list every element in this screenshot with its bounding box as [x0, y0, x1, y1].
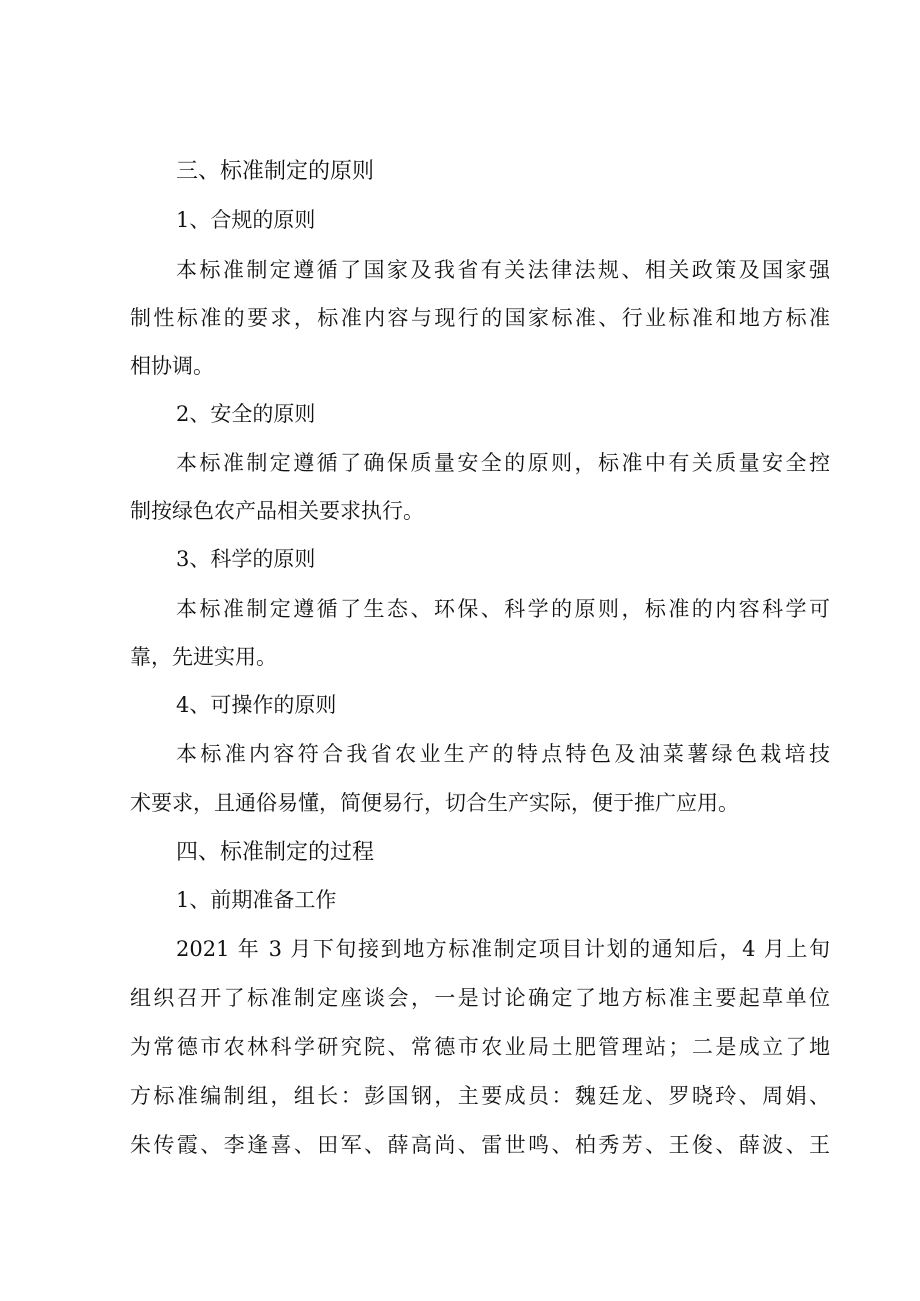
paragraph-line: 方标准编制组，组长：彭国钢，主要成员：魏廷龙、罗晓玲、周娟、 — [130, 1084, 830, 1108]
paragraph-line: 本标准内容符合我省农业生产的特点特色及油菜薯绿色栽培技 — [176, 742, 830, 766]
paragraph-line: 为常德市农林科学研究院、常德市农业局土肥管理站；二是成立了地 — [130, 1035, 830, 1059]
paragraph-line: 本标准制定遵循了生态、环保、科学的原则，标准的内容科学可 — [176, 597, 830, 621]
paragraph-line: 术要求，且通俗易懂，简便易行，切合生产实际，便于推广应用。 — [130, 791, 739, 815]
subheading-preparation: 1、前期准备工作 — [176, 888, 337, 912]
paragraph-line: 制性标准的要求，标准内容与现行的国家标准、行业标准和地方标准 — [130, 306, 830, 330]
paragraph-line: 本标准制定遵循了国家及我省有关法律法规、相关政策及国家强 — [176, 258, 830, 282]
paragraph-line: 组织召开了标准制定座谈会，一是讨论确定了地方标准主要起草单位 — [130, 986, 830, 1010]
subheading-science: 3、科学的原则 — [176, 547, 316, 571]
subheading-operability: 4、可操作的原则 — [176, 693, 337, 717]
subheading-compliance: 1、合规的原则 — [176, 208, 316, 232]
section-heading-4: 四、标准制定的过程 — [176, 840, 375, 865]
paragraph-line: 靠，先进实用。 — [130, 645, 277, 669]
paragraph-line: 朱传霞、李逢喜、田军、薛高尚、雷世鸣、柏秀芳、王俊、薛波、王 — [130, 1133, 830, 1157]
paragraph-line: 相协调。 — [130, 354, 214, 378]
paragraph-line: 制按绿色农产品相关要求执行。 — [130, 499, 424, 523]
paragraph-line: 本标准制定遵循了确保质量安全的原则，标准中有关质量安全控 — [176, 451, 830, 475]
section-heading-3: 三、标准制定的原则 — [176, 159, 375, 184]
subheading-safety: 2、安全的原则 — [176, 402, 316, 426]
paragraph-line: 2021 年 3 月下旬接到地方标准制定项目计划的通知后，4 月上旬 — [176, 937, 830, 961]
